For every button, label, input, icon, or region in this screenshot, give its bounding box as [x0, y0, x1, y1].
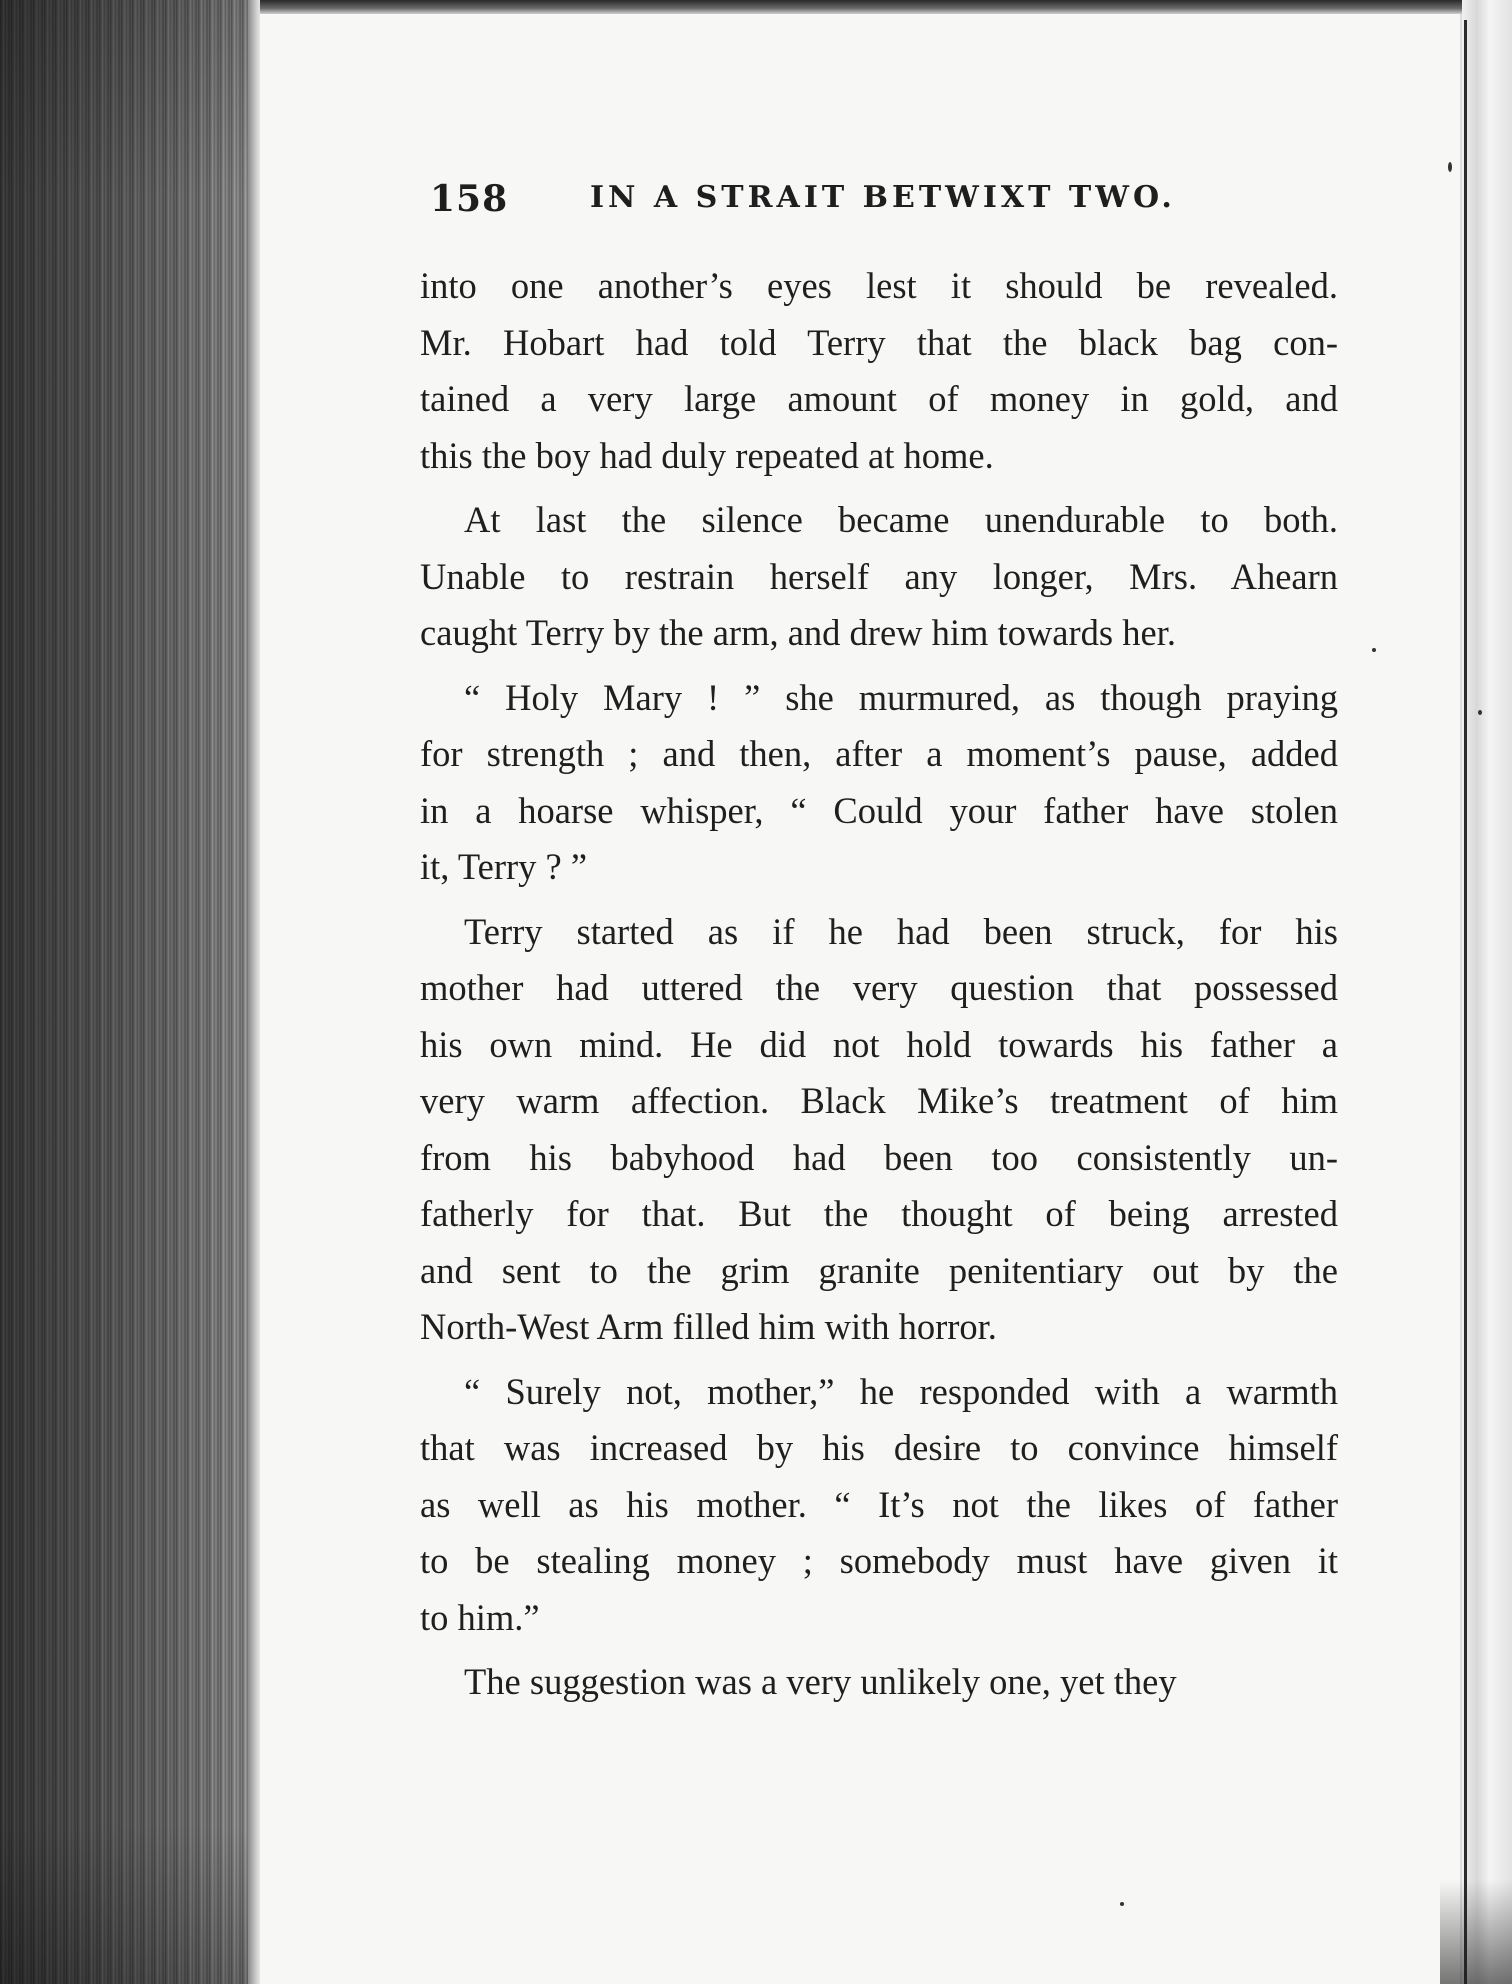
- paragraph-gap: [420, 484, 1338, 492]
- paragraph: [420, 1654, 1338, 1711]
- text-line: very warm affection. Black Mike’s treatment of him: [420, 1080, 1338, 1121]
- paragraph: [420, 904, 1338, 1356]
- paragraph: [420, 1364, 1338, 1647]
- page-corner-shadow: [1440, 1880, 1512, 1984]
- text-line: fatherly for that. But the thought of being arrested: [420, 1193, 1338, 1234]
- paragraph: [420, 258, 1338, 484]
- next-page-edge: [1462, 0, 1512, 1984]
- text-line: Mr. Hobart had told Terry that the black bag con-: [420, 321, 1338, 363]
- text-line: this the boy had duly repeated at home.: [420, 434, 994, 476]
- text-line: to be stealing money ; somebody must have given it: [420, 1540, 1338, 1581]
- book-page-edges: [0, 0, 250, 1984]
- paper-speck: [1478, 710, 1482, 715]
- page-top-shadow: [260, 0, 1512, 14]
- text-line: for strength ; and then, after a moment’s pause, added: [420, 733, 1338, 774]
- text-line: North-West Arm filled him with horror.: [420, 1306, 997, 1347]
- text-line: that was increased by his desire to convince himself: [420, 1427, 1338, 1468]
- paper-speck: [1448, 162, 1452, 172]
- paper-speck: [1120, 1902, 1124, 1906]
- text-line: from his babyhood had been too consistently un-: [420, 1136, 1338, 1178]
- text-line: to him.”: [420, 1596, 540, 1638]
- page-number: 158: [430, 178, 509, 220]
- text-line: “ Surely not, mother,” he responded with a warmth: [464, 1370, 1338, 1412]
- text-line: it, Terry ? ”: [420, 846, 588, 887]
- text-line: in a hoarse whisper, “ Could your father have stolen: [420, 789, 1338, 831]
- page-edge-line: [1464, 20, 1467, 1984]
- text-line: tained a very large amount of money in gold, and: [420, 378, 1338, 419]
- text-line: caught Terry by the arm, and drew him towards her.: [420, 612, 1176, 653]
- text-line: as well as his mother. “ It’s not the likes of father: [420, 1483, 1338, 1525]
- text-line: and sent to the grim granite penitentiary out by the: [420, 1249, 1338, 1291]
- paragraph-gap: [420, 1356, 1338, 1364]
- paragraph-gap: [420, 896, 1338, 904]
- text-line: mother had uttered the very question that possessed: [420, 967, 1338, 1008]
- paragraph-gap: [420, 1646, 1338, 1654]
- running-header: [430, 178, 1190, 238]
- text-line: The suggestion was a very unlikely one, yet they: [464, 1661, 1177, 1702]
- text-line: into one another’s eyes lest it should be revealed.: [420, 265, 1338, 306]
- body-text: [420, 258, 1338, 1711]
- text-line: At last the silence became unendurable to both.: [464, 499, 1338, 540]
- running-title: IN A STRAIT BETWIXT TWO.: [590, 180, 1176, 215]
- text-line: “ Holy Mary ! ” she murmured, as though praying: [464, 676, 1338, 718]
- text-line: Terry started as if he had been struck, for his: [464, 910, 1338, 952]
- text-line: Unable to restrain herself any longer, Mrs. Ahearn: [420, 555, 1338, 597]
- paragraph: [420, 492, 1338, 662]
- text-line: his own mind. He did not hold towards his father a: [420, 1023, 1338, 1065]
- paragraph: [420, 670, 1338, 896]
- paragraph-gap: [420, 662, 1338, 670]
- paper-speck: [1372, 648, 1376, 652]
